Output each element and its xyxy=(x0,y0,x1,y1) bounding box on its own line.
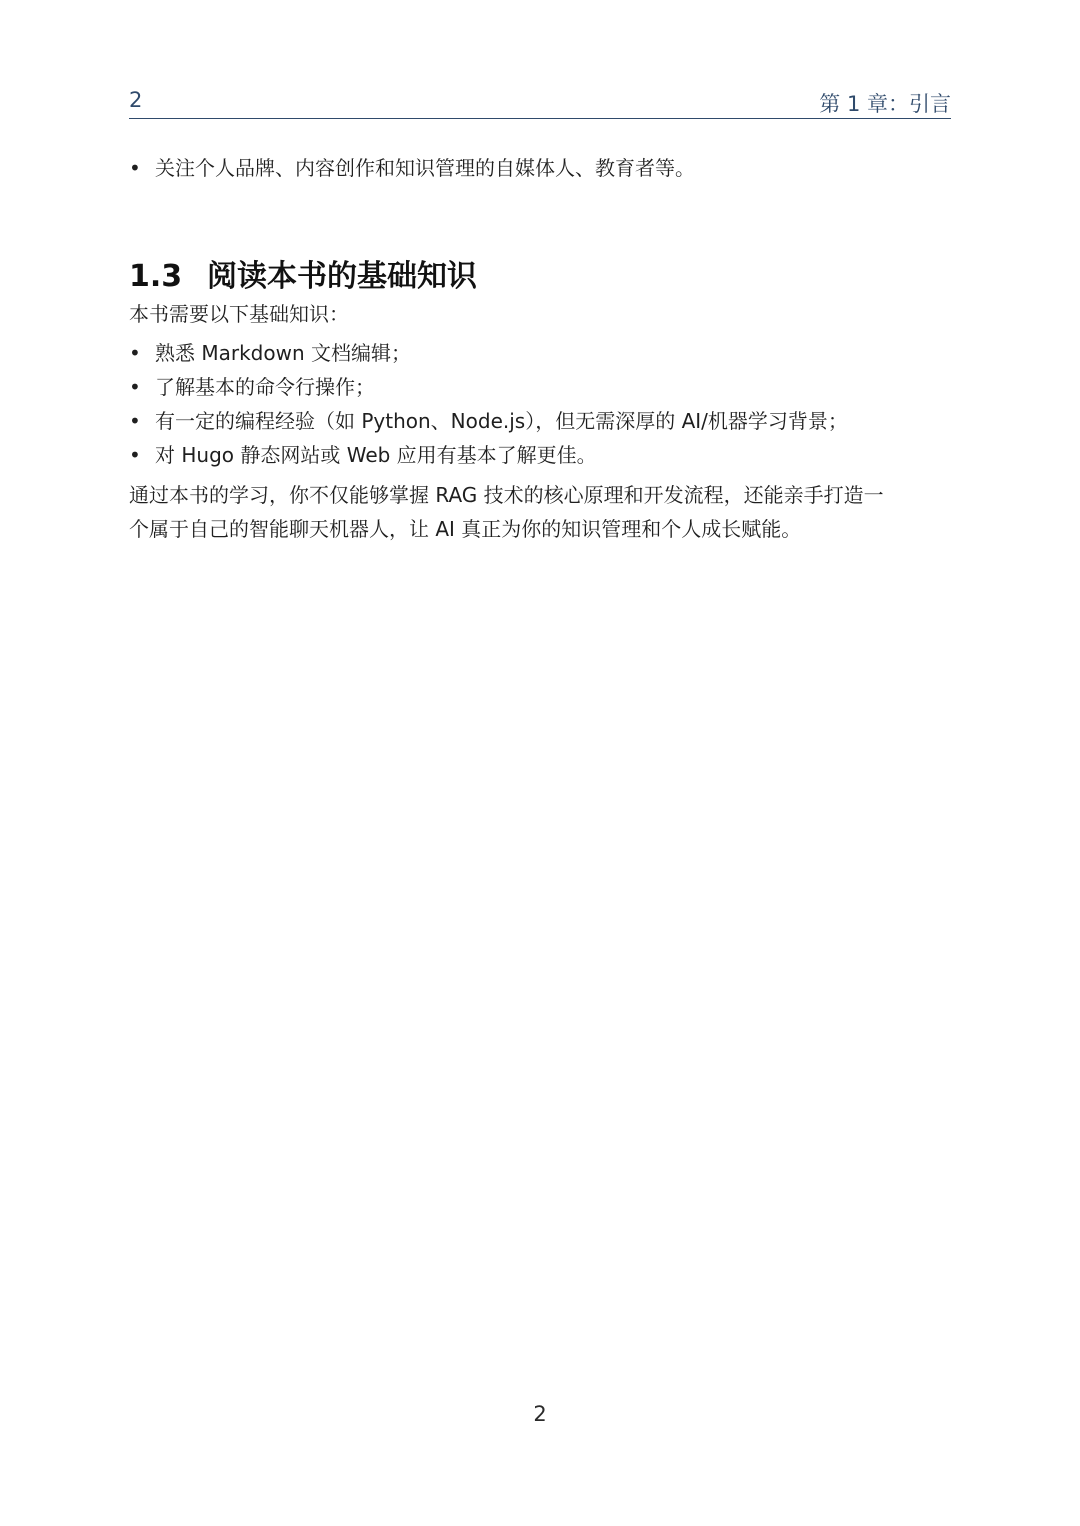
paragraph-line: 个属于自己的智能聊天机器人，让 AI 真正为你的知识管理和个人成长赋能。 xyxy=(129,517,802,541)
intro-paragraph: 本书需要以下基础知识： xyxy=(129,302,349,326)
header-page-number: 2 xyxy=(129,88,143,112)
list-item xyxy=(129,370,951,404)
list-item-text: 熟悉 Markdown 文档编辑； xyxy=(155,341,411,365)
list-item-text: 对 Hugo 静态网站或 Web 应用有基本了解更佳。 xyxy=(155,443,597,467)
footer-page-number: 2 xyxy=(533,1402,547,1426)
bullet-icon: • xyxy=(129,341,141,365)
header-chapter-title: 第 1 章：引言 xyxy=(819,92,951,116)
closing-paragraph xyxy=(129,478,951,546)
list-item xyxy=(129,151,951,185)
list-item xyxy=(129,438,951,472)
bullet-icon: • xyxy=(129,375,141,399)
bullet-icon: • xyxy=(129,443,141,467)
bullet-icon: • xyxy=(129,409,141,433)
list-item xyxy=(129,336,951,370)
list-item xyxy=(129,404,951,438)
section-heading xyxy=(129,251,477,295)
section-title: 阅读本书的基础知识 xyxy=(207,258,477,294)
running-header xyxy=(129,86,951,119)
section-number: 1.3 xyxy=(129,258,183,294)
bullet-icon: • xyxy=(129,156,141,180)
audience-list xyxy=(129,151,951,185)
paragraph-line: 通过本书的学习，你不仅能够掌握 RAG 技术的核心原理和开发流程，还能亲手打造一 xyxy=(129,483,884,507)
list-item-text: 关注个人品牌、内容创作和知识管理的自媒体人、教育者等。 xyxy=(155,156,695,180)
list-item-text: 了解基本的命令行操作； xyxy=(155,375,375,399)
list-item-text: 有一定的编程经验（如 Python、Node.js），但无需深厚的 AI/机器学习背景； xyxy=(155,409,848,433)
prerequisites-list xyxy=(129,336,951,472)
